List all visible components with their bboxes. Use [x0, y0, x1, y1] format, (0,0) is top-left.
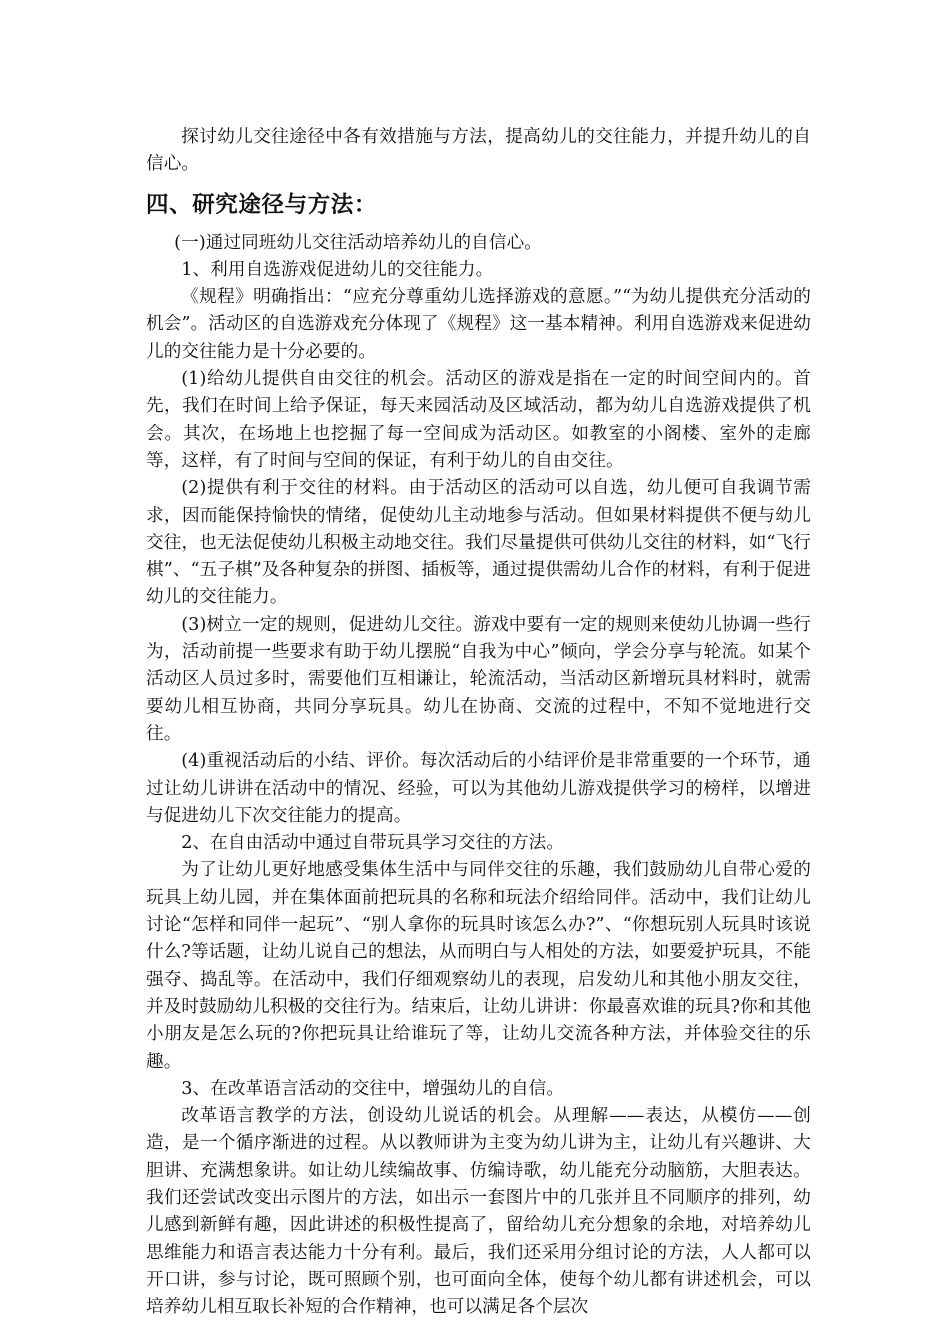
- section-heading: 四、研究途径与方法：: [146, 191, 378, 218]
- body-paragraph: (3)树立一定的规则，促进幼儿交往。游戏中要有一定的规则来使幼儿协调一些行为，活动前提一些要求有助于幼儿摆脱“自我为中心”倾向，学会分享与轮流。如某个活动区人员过多时，需要他们互相谦让，轮流活动，当活动区新增玩具材料时，就需要幼儿相互协商，共同分享玩具。幼儿在协商、交流的过程中，不知不觉地进行交往。: [146, 614, 811, 744]
- subsection-title-1: (一)通过同班幼儿交往活动培养幼儿的自信心。: [174, 232, 542, 253]
- body-paragraph: (2)提供有利于交往的材料。由于活动区的活动可以自选，幼儿便可自我调节需求，因而能保持愉快的情绪，促使幼儿主动地参与活动。但如果材料提供不便与幼儿交往，也无法促使幼儿积极主动地交往。我们尽量提供可供幼儿交往的材料，如“飞行棋”、“五子棋”及各种复杂的拼图、插板等，通过提供需幼儿合作的材料，有利于促进幼儿的交往能力。: [146, 478, 811, 608]
- item-title-1: 1、利用自选游戏促进幼儿的交往能力。: [181, 259, 494, 280]
- body-paragraph: 改革语言教学的方法，创设幼儿说话的机会。从理解——表达，从模仿——创造，是一个循序渐进的过程。从以教师讲为主变为幼儿讲为主，让幼儿有兴趣讲、大胆讲、充满想象讲。如让幼儿续编故事、仿编诗歌，幼儿能充分动脑筋，大胆表达。我们还尝试改变出示图片的方法，如出示一套图片中的几张并且不同顺序的排列，幼儿感到新鲜有趣，因此讲述的积极性提高了，留给幼儿充分想象的余地，对培养幼儿思维能力和语言表达能力十分有利。最后，我们还采用分组讨论的方法，人人都可以开口讲，参与讨论，既可照顾个别，也可面向全体，使每个幼儿都有讲述机会，可以培养幼儿相互取长补短的合作精神，也可以满足各个层次: [146, 1106, 811, 1318]
- document-body: [146, 124, 811, 1321]
- item-title-3: 3、在改革语言活动的交往中，增强幼儿的自信。: [181, 1078, 565, 1099]
- body-paragraph: 为了让幼儿更好地感受集体生活中与同伴交往的乐趣，我们鼓励幼儿自带心爱的玩具上幼儿园，并在集体面前把玩具的名称和玩法介绍给同伴。活动中，我们让幼儿讨论“怎样和同伴一起玩”、“别人拿你的玩具时该怎么办?”、“你想玩别人玩具时该说什么?等话题，让幼儿说自己的想法，从而明白与人相处的方法，如要爱护玩具，不能强夺、捣乱等。在活动中，我们仔细观察幼儿的表现，启发幼儿和其他小朋友交往，并及时鼓励幼儿积极的交往行为。结束后，让幼儿讲讲：你最喜欢谁的玩具?你和其他小朋友是怎么玩的?你把玩具让给谁玩了等，让幼儿交流各种方法，并体验交往的乐趣。: [146, 860, 811, 1072]
- intro-paragraph: 探讨幼儿交往途径中各有效措施与方法，提高幼儿的交往能力，并提升幼儿的自信心。: [146, 127, 811, 175]
- body-paragraph: (1)给幼儿提供自由交往的机会。活动区的游戏是指在一定的时间空间内的。首先，我们在时间上给予保证，每天来园活动及区域活动，都为幼儿自选游戏提供了机会。其次，在场地上也挖掘了每一空间成为活动区。如教室的小阁楼、室外的走廊等，这样，有了时间与空间的保证，有利于幼儿的自由交往。: [146, 369, 811, 471]
- body-paragraph: (4)重视活动后的小结、评价。每次活动后的小结评价是非常重要的一个环节，通过让幼儿讲讲在活动中的情况、经验，可以为其他幼儿游戏提供学习的榜样，以增进与促进幼儿下次交往能力的提高。: [146, 751, 811, 826]
- item-title-2: 2、在自由活动中通过自带玩具学习交往的方法。: [181, 833, 565, 854]
- body-paragraph: 《规程》明确指出：“应充分尊重幼儿选择游戏的意愿。”“为幼儿提供充分活动的机会”。活动区的自选游戏充分体现了《规程》这一基本精神。利用自选游戏来促进幼儿的交往能力是十分必要的。: [146, 287, 811, 362]
